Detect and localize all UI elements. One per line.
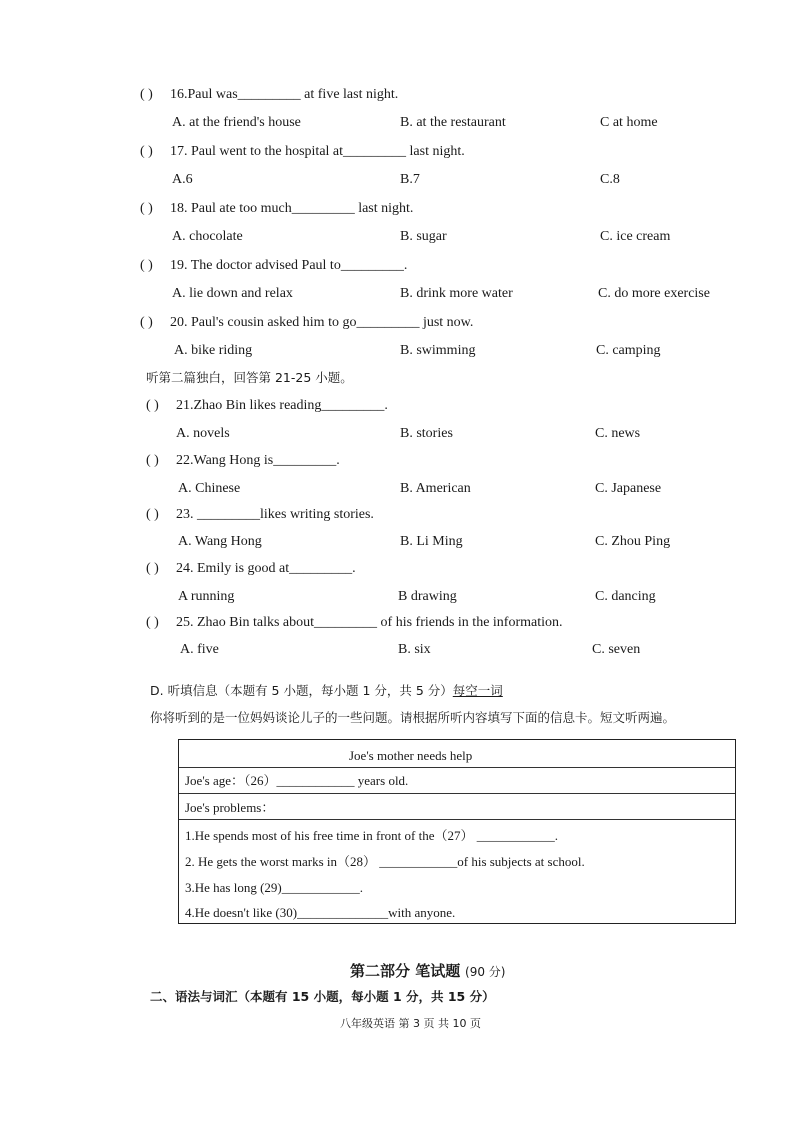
info-card bbox=[178, 739, 736, 924]
answer-paren: ( ) bbox=[140, 315, 153, 330]
question-stem: 23. _________likes writing stories. bbox=[176, 507, 374, 522]
part-two-title bbox=[350, 960, 505, 981]
option-a: A.6 bbox=[172, 172, 193, 187]
option-c: C at home bbox=[600, 115, 658, 130]
option-b: B drawing bbox=[398, 589, 457, 604]
monologue-2-instruction: 听第二篇独白，回答第 21-25 小题。 bbox=[146, 370, 353, 385]
section-d-heading-tail: 每空一词 bbox=[452, 683, 503, 698]
answer-paren: ( ) bbox=[140, 144, 153, 159]
answer-paren: ( ) bbox=[140, 258, 153, 273]
info-card-item: 2. He gets the worst marks in（28） ____________of his subjects at school. bbox=[185, 854, 585, 869]
divider bbox=[179, 767, 735, 768]
question-19 bbox=[140, 257, 407, 275]
option-b: B. stories bbox=[400, 426, 453, 441]
question-16 bbox=[140, 86, 398, 104]
question-22 bbox=[146, 452, 340, 470]
option-b: B. at the restaurant bbox=[400, 115, 506, 130]
option-a: A. novels bbox=[176, 426, 230, 441]
answer-paren: ( ) bbox=[140, 87, 153, 102]
question-stem: 21.Zhao Bin likes reading_________. bbox=[176, 398, 388, 413]
info-card-problems-label: Joe's problems： bbox=[185, 800, 275, 815]
question-stem: 18. Paul ate too much_________ last night. bbox=[170, 201, 414, 216]
option-c: C. seven bbox=[592, 642, 641, 657]
option-a: A. Chinese bbox=[178, 481, 241, 496]
question-stem: 16.Paul was_________ at five last night. bbox=[170, 87, 399, 102]
question-17 bbox=[140, 143, 465, 161]
option-a: A. chocolate bbox=[172, 229, 243, 244]
option-a: A. lie down and relax bbox=[172, 286, 293, 301]
question-23 bbox=[146, 506, 374, 524]
divider bbox=[179, 793, 735, 794]
option-b: B. American bbox=[400, 481, 471, 496]
answer-paren: ( ) bbox=[146, 615, 159, 630]
answer-paren: ( ) bbox=[146, 453, 159, 468]
option-a: A running bbox=[178, 589, 235, 604]
option-c: C. Japanese bbox=[595, 481, 662, 496]
question-stem: 25. Zhao Bin talks about_________ of his friends in the information. bbox=[176, 615, 563, 630]
question-stem: 20. Paul's cousin asked him to go_________ just now. bbox=[170, 315, 474, 330]
option-b: B. swimming bbox=[400, 343, 476, 358]
option-b: B. sugar bbox=[400, 229, 447, 244]
option-a: A. bike riding bbox=[174, 343, 253, 358]
section-d-instruction: 你将听到的是一位妈妈谈论儿子的一些问题。请根据所听内容填写下面的信息卡。短文听两遍。 bbox=[150, 710, 676, 725]
part-two-score: (90 分) bbox=[465, 965, 506, 979]
part-two-title-text: 第二部分 笔试题 bbox=[350, 962, 461, 980]
answer-paren: ( ) bbox=[146, 507, 159, 522]
option-c: C. camping bbox=[596, 343, 661, 358]
answer-paren: ( ) bbox=[146, 398, 159, 413]
option-c: C. dancing bbox=[595, 589, 656, 604]
question-24 bbox=[146, 560, 356, 578]
question-stem: 19. The doctor advised Paul to_________. bbox=[170, 258, 408, 273]
info-card-item: 3.He has long (29)____________. bbox=[185, 880, 364, 895]
option-c: C.8 bbox=[600, 172, 620, 187]
option-a: A. five bbox=[180, 642, 219, 657]
answer-paren: ( ) bbox=[146, 561, 159, 576]
option-b: B. drink more water bbox=[400, 286, 513, 301]
divider bbox=[179, 819, 735, 820]
question-25 bbox=[146, 614, 563, 632]
section-d-heading bbox=[150, 682, 503, 700]
answer-paren: ( ) bbox=[140, 201, 153, 216]
option-b: B. Li Ming bbox=[400, 534, 463, 549]
option-c: C. news bbox=[595, 426, 641, 441]
question-stem: 17. Paul went to the hospital at_________ last night. bbox=[170, 144, 465, 159]
option-b: B. six bbox=[398, 642, 431, 657]
info-card-age-line: Joe's age：（26）____________ years old. bbox=[185, 773, 409, 788]
info-card-item: 4.He doesn't like (30)______________with anyone. bbox=[185, 905, 456, 920]
page-footer: 八年级英语 第 3 页 共 10 页 bbox=[340, 1017, 481, 1030]
question-20 bbox=[140, 314, 473, 332]
option-c: C. ice cream bbox=[600, 229, 671, 244]
option-c: C. do more exercise bbox=[598, 286, 710, 301]
question-21 bbox=[146, 397, 388, 415]
section-two-heading: 二、语法与词汇（本题有 15 小题，每小题 1 分，共 15 分） bbox=[150, 989, 495, 1004]
info-card-title: Joe's mother needs help bbox=[349, 748, 473, 763]
section-d-heading-text: D. 听填信息（本题有 5 小题，每小题 1 分，共 5 分） bbox=[150, 683, 453, 698]
option-b: B.7 bbox=[400, 172, 420, 187]
question-stem: 22.Wang Hong is_________. bbox=[176, 453, 340, 468]
question-18 bbox=[140, 200, 413, 218]
option-c: C. Zhou Ping bbox=[595, 534, 671, 549]
option-a: A. Wang Hong bbox=[178, 534, 262, 549]
info-card-item: 1.He spends most of his free time in front of the（27） ____________. bbox=[185, 828, 558, 843]
option-a: A. at the friend's house bbox=[172, 115, 301, 130]
question-stem: 24. Emily is good at_________. bbox=[176, 561, 356, 576]
